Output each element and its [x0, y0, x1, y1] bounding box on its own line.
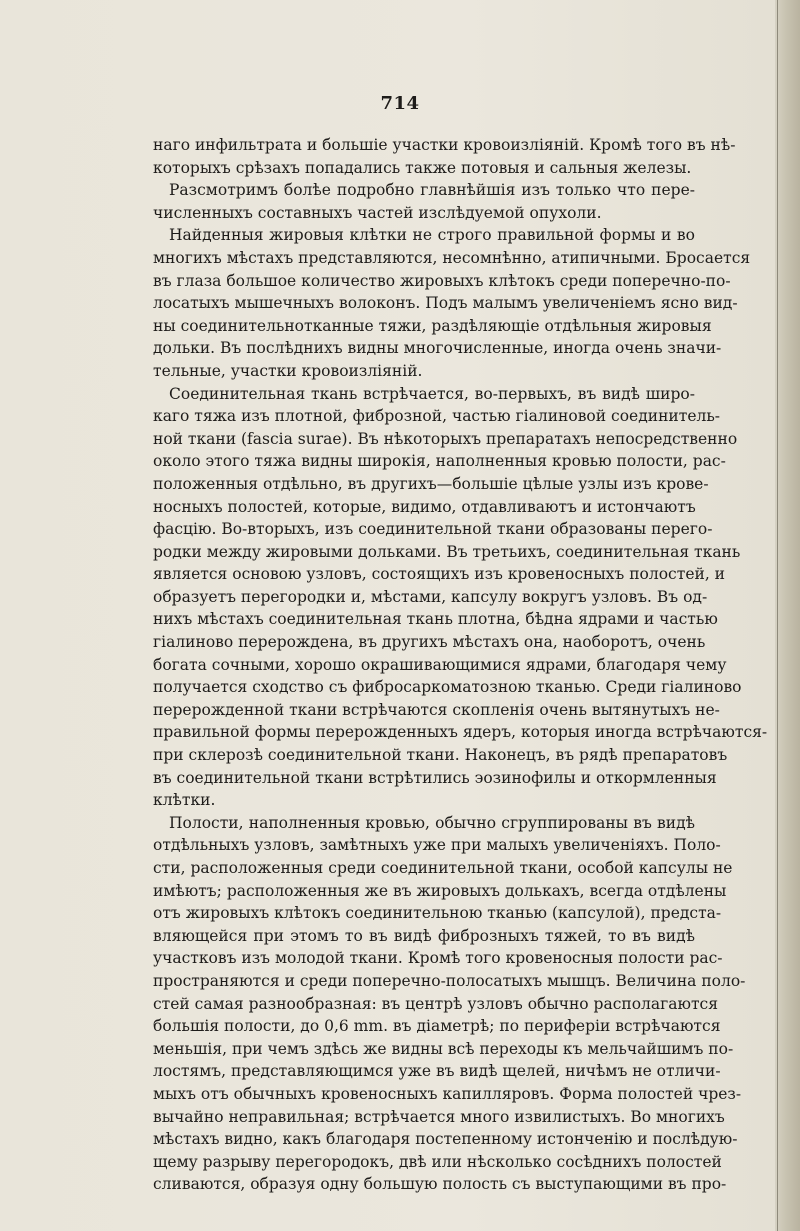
- text-line: дольки. Въ послѣднихъ видны многочисленные, иногда очень значи-: [153, 339, 722, 358]
- book-binding-edge: [775, 0, 800, 1231]
- text-line: сливаются, образуя одну большую полость съ выступающими въ про-: [153, 1175, 727, 1194]
- text-line: гіалиново перерождена, въ другихъ мѣстахъ она, наоборотъ, очень: [153, 633, 706, 652]
- text-line: сти, расположенныя среди соединительной ткани, особой капсулы не: [153, 859, 733, 877]
- text-line: образуетъ перегородки и, мѣстами, капсулу вокругъ узловъ. Въ од-: [153, 587, 708, 606]
- text-line: стей самая разнообразная: въ центрѣ узловъ обычно располагаются: [153, 994, 719, 1013]
- text-line: при склерозѣ соединительной ткани. Наконецъ, въ рядѣ препаратовъ: [153, 746, 728, 765]
- text-line: нихъ мѣстахъ соединительная ткань плотна, бѣдна ядрами и частью: [153, 610, 718, 629]
- text-line: ны соединительнотканные тяжи, раздѣляющіе отдѣльныя жировыя: [153, 316, 712, 335]
- text-line: участковъ изъ молодой ткани. Кромѣ того кровеносныя полости рас-: [153, 949, 723, 968]
- text-line: мыхъ отъ обычныхъ кровеносныхъ капилляровъ. Форма полостей чрез-: [153, 1084, 742, 1103]
- text-line: клѣтки.: [153, 791, 216, 810]
- text-line: носныхъ полостей, которые, видимо, отдавливаютъ и истончаютъ: [153, 497, 696, 516]
- text-line: вляющейся при этомъ то въ видѣ фиброзныхъ тяжей, то въ видѣ: [153, 926, 695, 945]
- text-line: меньшія, при чемъ здѣсь же видны всѣ переходы къ мельчайшимъ по-: [153, 1039, 734, 1058]
- text-line: богата сочными, хорошо окрашивающимися ядрами, благодаря чему: [153, 655, 727, 674]
- text-line: Полости, наполненныя кровью, обычно сгруппированы въ видѣ: [169, 813, 695, 832]
- text-line: каго тяжа изъ плотной, фиброзной, частью гіалиновой соединитель-: [153, 407, 721, 426]
- text-line: въ соединительной ткани встрѣтились эозинофилы и откормленныя: [153, 768, 717, 787]
- page-number: 714: [380, 93, 420, 114]
- text-line: которыхъ срѣзахъ попадались также потовыя и сальныя железы.: [153, 158, 692, 177]
- text-line: перерожденной ткани встрѣчаются скопленія очень вытянутыхъ не-: [153, 700, 720, 719]
- text-line: ной ткани (fascia surae). Въ нѣкоторыхъ препаратахъ непосредственно: [153, 429, 738, 448]
- text-line: тельные, участки кровоизліяній.: [153, 361, 423, 380]
- text-line: лосатыхъ мышечныхъ волоконъ. Подъ малымъ увеличеніемъ ясно вид-: [153, 294, 738, 313]
- text-line: отдѣльныхъ узловъ, замѣтныхъ уже при малыхъ увеличеніяхъ. Поло-: [153, 836, 721, 855]
- text-line: вычайно неправильная; встрѣчается много извилистыхъ. Во многихъ: [153, 1107, 725, 1126]
- text-line: Соединительная ткань встрѣчается, во-первыхъ, въ видѣ широ-: [169, 384, 695, 403]
- text-line: является основою узловъ, состоящихъ изъ кровеносныхъ полостей, и: [153, 565, 726, 584]
- text-line: щему разрыву перегородокъ, двѣ или нѣсколько сосѣднихъ полостей: [153, 1152, 722, 1171]
- text-line: лостямъ, представляющимся уже въ видѣ щелей, ничѣмъ не отличи-: [153, 1062, 721, 1081]
- text-line: получается сходство съ фибросаркоматозною тканью. Среди гіалиново: [153, 678, 742, 697]
- text-line: наго инфильтрата и большіе участки кровоизліяній. Кромѣ того въ нѣ-: [153, 136, 736, 154]
- text-line: имѣютъ; расположенныя же въ жировыхъ долькахъ, всегда отдѣлены: [153, 881, 727, 900]
- text-line: многихъ мѣстахъ представляются, несомнѣнно, атипичными. Бросается: [153, 248, 751, 267]
- text-line: большія полости, до 0,6 mm. въ діаметрѣ; по периферіи встрѣчаются: [153, 1017, 721, 1036]
- text-line: въ глаза большое количество жировыхъ клѣтокъ среди поперечно-по-: [153, 271, 731, 290]
- text-line: Разсмотримъ болѣе подробно главнѣйшія изъ только что пере-: [169, 181, 695, 200]
- text-line: мѣстахъ видно, какъ благодаря постепенному истонченію и послѣдую-: [153, 1130, 738, 1149]
- text-line: правильной формы перерожденныхъ ядеръ, которыя иногда встрѣчаются-: [153, 723, 768, 742]
- text-line: положенныя отдѣльно, въ другихъ—большіе цѣлые узлы изъ крове-: [153, 474, 709, 493]
- text-line: родки между жировыми дольками. Въ третьихъ, соединительная ткань: [153, 542, 741, 561]
- text-line: Найденныя жировыя клѣтки не строго правильной формы и во: [169, 226, 695, 245]
- body-text: [153, 134, 768, 1196]
- text-line: пространяются и среди поперечно-полосатыхъ мышцъ. Величина поло-: [153, 971, 746, 990]
- text-line: отъ жировыхъ клѣтокъ соединительною тканью (капсулой), предста-: [153, 904, 722, 923]
- text-line: фасцію. Во-вторыхъ, изъ соединительной ткани образованы перего-: [153, 520, 713, 539]
- text-line: численныхъ составныхъ частей изслѣдуемой опухоли.: [153, 203, 602, 222]
- text-line: около этого тяжа видны широкія, наполненныя кровью полости, рас-: [153, 452, 726, 471]
